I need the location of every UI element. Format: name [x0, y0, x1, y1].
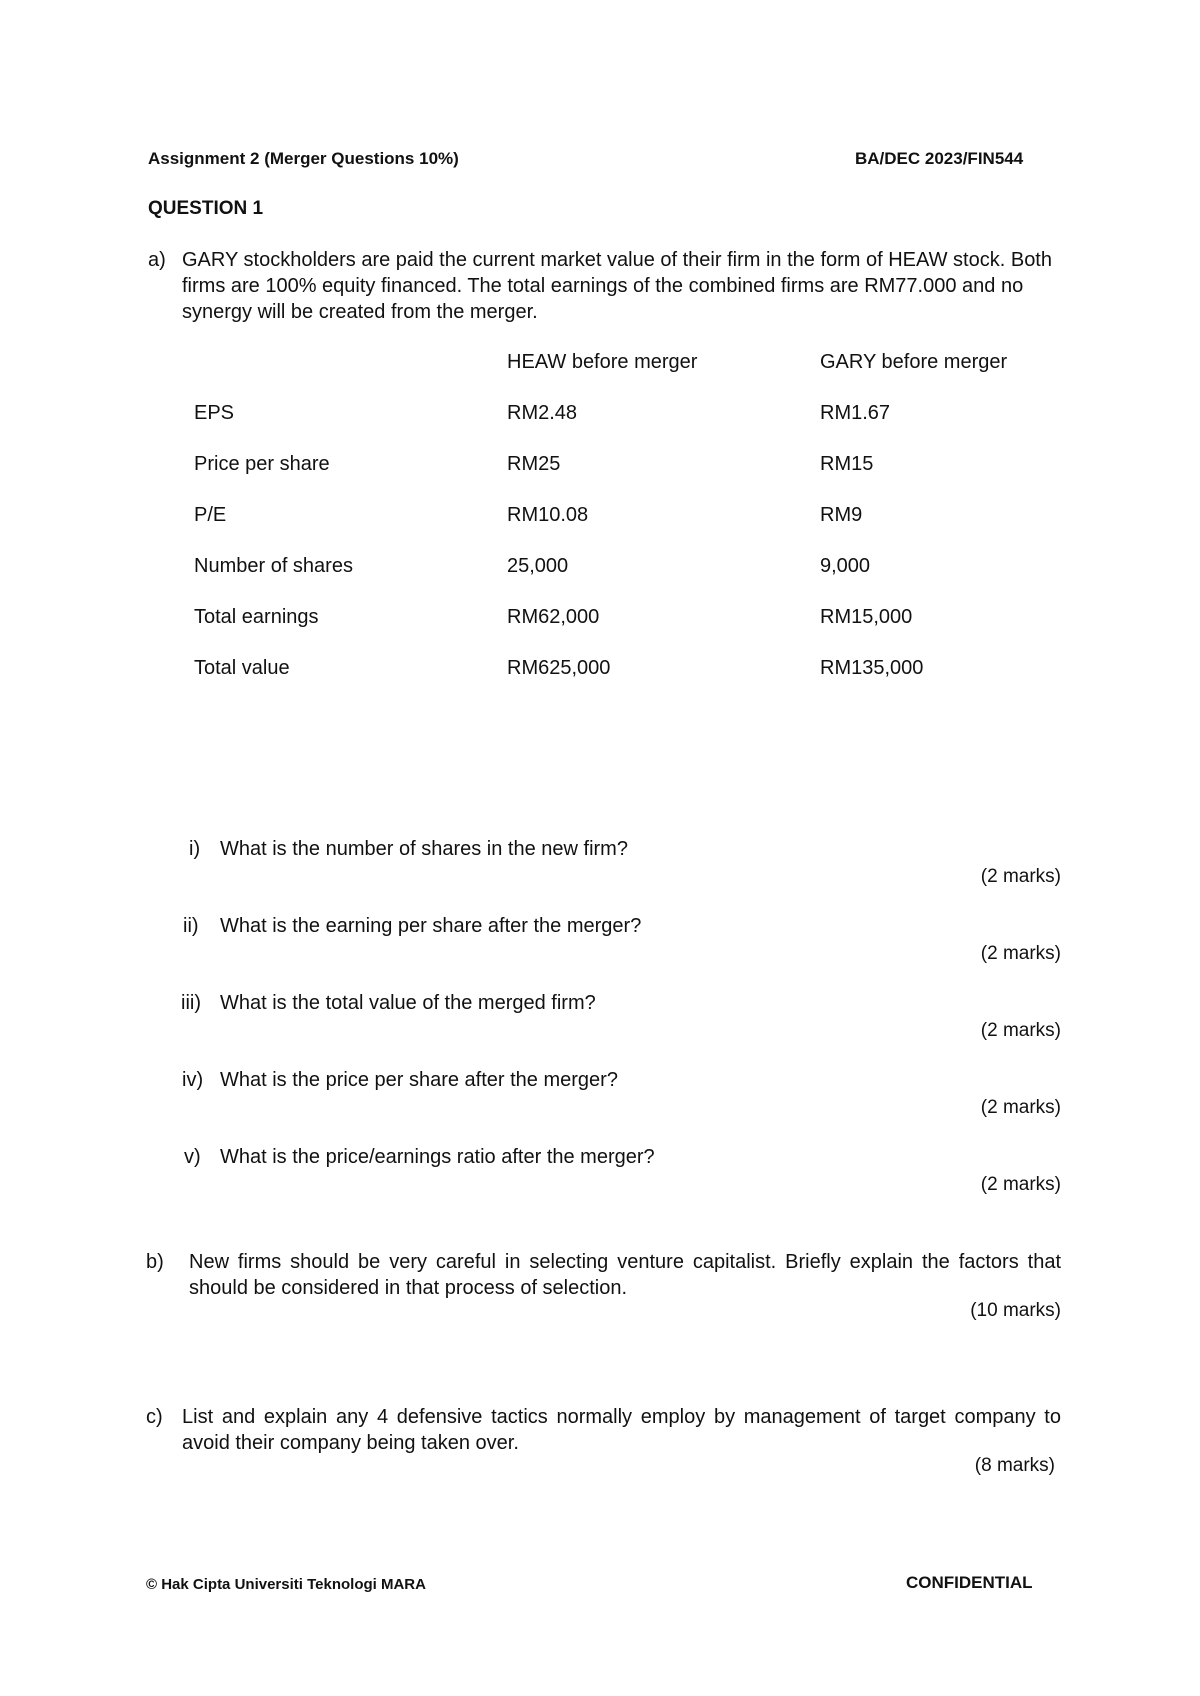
part-a-text: GARY stockholders are paid the current market value of their firm in the form of HEAW stock. Both firms are 100% equity financed. The total earnings of the combined firms are RM77.000 and no synergy will be created from the merger. [182, 249, 1052, 323]
subquestion-number: v) [184, 1146, 201, 1168]
subquestion-marks: (2 marks) [980, 866, 1061, 887]
footer-copyright: © Hak Cipta Universiti Teknologi MARA [146, 1576, 426, 1593]
footer-confidential: CONFIDENTIAL [906, 1573, 1033, 1592]
subquestion-text: What is the number of shares in the new firm? [220, 838, 628, 860]
table-row-label: P/E [194, 504, 227, 526]
subquestion-marks: (2 marks) [980, 1097, 1061, 1118]
header-assignment-title: Assignment 2 (Merger Questions 10%) [148, 149, 459, 168]
table-row-label: EPS [194, 402, 235, 424]
part-c-marks: (8 marks) [974, 1455, 1055, 1476]
table-cell: RM15,000 [820, 606, 913, 628]
question-title: QUESTION 1 [148, 198, 264, 219]
subquestion-text: What is the earning per share after the merger? [220, 915, 642, 937]
table-row-label: Number of shares [194, 555, 353, 577]
table-row-label: Total earnings [194, 606, 319, 628]
subquestion-text: What is the price/earnings ratio after the merger? [220, 1146, 655, 1168]
subquestion-text: What is the total value of the merged firm? [220, 992, 596, 1014]
header-course-code: BA/DEC 2023/FIN544 [855, 149, 1024, 168]
subquestion-marks: (2 marks) [980, 1020, 1061, 1041]
subquestion-marks: (2 marks) [980, 1174, 1061, 1195]
table-cell: RM1.67 [820, 402, 891, 424]
table-cell: 25,000 [507, 555, 569, 577]
table-cell: RM62,000 [507, 606, 600, 628]
part-b-text: New firms should be very careful in selecting venture capitalist. Briefly explain the factors that should be considered in that process of selection. [189, 1251, 1061, 1299]
table-cell: RM625,000 [507, 657, 611, 679]
subquestion-number: iii) [181, 992, 201, 1014]
table-cell: RM25 [507, 453, 561, 475]
table-cell: RM10.08 [507, 504, 589, 526]
part-c-text: List and explain any 4 defensive tactics normally employ by management of target company to avoid their company being taken over. [182, 1406, 1061, 1454]
subquestion-number: i) [189, 838, 201, 860]
table-header-cell: HEAW before merger [507, 351, 698, 373]
table-row-label: Price per share [194, 453, 330, 475]
part-b-label: b) [146, 1251, 164, 1273]
subquestion-number: iv) [182, 1069, 204, 1091]
table-cell: RM15 [820, 453, 874, 475]
table-cell: RM2.48 [507, 402, 578, 424]
subquestion-number: ii) [183, 915, 199, 937]
table-cell: RM9 [820, 504, 863, 526]
part-b-marks: (10 marks) [970, 1300, 1061, 1321]
table-header-cell: GARY before merger [820, 351, 1008, 373]
subquestion-marks: (2 marks) [980, 943, 1061, 964]
table-cell: 9,000 [820, 555, 871, 577]
part-a-label: a) [148, 249, 166, 271]
table-cell: RM135,000 [820, 657, 924, 679]
table-row-label: Total value [194, 657, 290, 679]
part-c-label: c) [146, 1406, 163, 1428]
subquestion-text: What is the price per share after the merger? [220, 1069, 618, 1091]
